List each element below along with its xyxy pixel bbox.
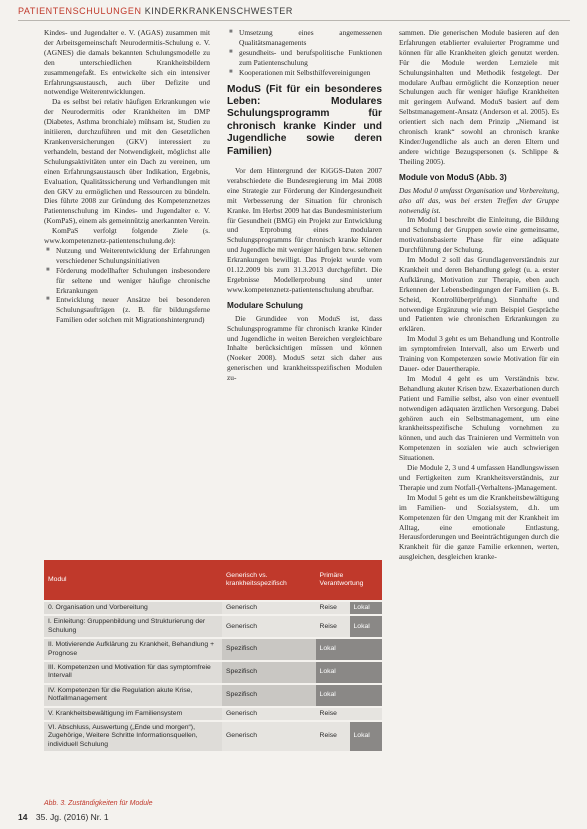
table-cell: Generisch xyxy=(222,707,316,721)
paragraph: Vor dem Hintergrund der KiGGS-Daten 2007 verabschiedete die Bundesregierung im Mai 2008 eine Strategie zur Förderung der Kindergesundheit mit Verbesserung der Situation für chronisch Kranke. Im Herbst 2009 hat das Bundesministerium für Gesundheit (BMG) ein Projekt zur Entwicklung und Erprobung eines modularen Schulungsprogramms für chronisch kranke Kinder und Jugendliche mit weniger häufigen bzw. seltenen Erkrankungen bewilligt. Das Projekt wurde vom 01.12.2009 bis zum 31.3.2013 durchgeführt. Die Ergebnisse Modellerprobung sind unter www.kompetenznetz-patientenschulung abrufbar. xyxy=(227,165,382,294)
text-column-3 xyxy=(399,28,559,562)
table-cell: Generisch xyxy=(222,601,316,615)
table-cell: Lokal xyxy=(316,684,382,707)
table-row xyxy=(44,601,382,615)
table-row xyxy=(44,638,382,661)
list-item: ■ Umsetzung eines angemessenen Qualitätsmanagements xyxy=(239,28,382,48)
table-header: Primäre Verantwortung xyxy=(316,560,382,601)
page-footer xyxy=(18,812,109,822)
subheading: Module von ModuS (Abb. 3) xyxy=(399,172,507,182)
table-cell: Lokal xyxy=(316,638,382,661)
table-cell: Reise xyxy=(316,615,350,638)
paragraph: Im Modul 5 geht es um die Krankheitsbewältigung im Familien- und Sozialsystem, d.h. um Kompetenzen für den Umgang mit der Krankheit im Alltag, eine emotionale Entlastung, Herausforderungen und Beeinträchtigungen durch die Krankheit für die ganze Familie erkennen, werten, ausgleichen, desgleichen kranke- xyxy=(399,492,559,562)
table-cell: Lokal xyxy=(350,615,382,638)
paragraph: Im Modul 2 soll das Grundlagenverständnis zur Krankheit und deren Behandlung gelegt (u. a. erster Aufklärung, Motivation zur Therapie, eben auch Erkennen der Lebensbedingungen der Familien (s. B. Scheid, Kontrollüberprüfung). Sinnhafte und notwendige Ergänzung wie zum Beispiel Gespräche und Patienten wie chronischen Erkrankungen zu erklären. xyxy=(399,255,559,334)
table-row xyxy=(44,615,382,638)
text-column-2 xyxy=(227,28,382,383)
list-item: ■ Förderung modellhafter Schulungen insbesondere für seltene und weniger häufige chronische Erkrankungen xyxy=(56,266,210,296)
table-cell: Spezifisch xyxy=(222,661,316,684)
paragraph: sammen. Die generischen Module basieren auf den Erfahrungen etablierter evaluierter Programme und können für alle Krankheiten gleich genutzt werden. Für die Module werden Lernziele mit Schulungsinhalten und Methodik festgelegt. Der modulare Aufbau ermöglicht die Konzeption neuer Schulungen auch für weniger häufige Krankheiten mit geringem Aufwand. ModuS basiert auf dem Selbstmanagement-Ansatz (Anderson et al. 2005). Es orientiert sich nach dem Prinzip „Niemand ist chronisch krank“ sowohl an chronisch kranke Kinder/Jugendliche als auch an deren Eltern und andere wichtige Bezugspersonen (s. Schlippe & Theiling 2005). xyxy=(399,28,559,166)
table-row xyxy=(44,721,382,752)
journal-name: KINDERKRANKENSCHWESTER xyxy=(144,6,293,16)
paragraph: Im Modul I beschreibt die Einleitung, die Bildung und Schulung der Gruppen sowie eine gemeinsame, motivationsbasierte Phase für eine adäquate Durchführung der Schulung. xyxy=(399,215,559,255)
modules-table xyxy=(44,560,382,753)
list-item: ■ Kooperationen mit Selbsthilfevereinigungen xyxy=(239,68,382,78)
table-cell: Lokal xyxy=(316,661,382,684)
table-cell: Reise xyxy=(316,721,350,752)
table-cell: II. Motivierende Aufklärung zu Krankheit, Behandlung + Prognose xyxy=(44,638,222,661)
table-cell: Generisch xyxy=(222,615,316,638)
table-cell: IV. Kompetenzen für die Regulation akute Krise, Notfallmanagement xyxy=(44,684,222,707)
table-cell: 0. Organisation und Vorbereitung xyxy=(44,601,222,615)
table-cell: Spezifisch xyxy=(222,638,316,661)
table-header: Generisch vs. krankheitsspezifisch xyxy=(222,560,316,601)
table-cell: Reise xyxy=(316,601,350,615)
table-cell: III. Kompetenzen und Motivation für das symptomfreie Intervall xyxy=(44,661,222,684)
paragraph: KomPaS verfolgt folgende Ziele (s. www.kompetenznetz-patientenschulung.de): xyxy=(44,226,210,246)
table-cell: VI. Abschluss, Auswertung („Ende und morgen“), Zugehörige, Weitere Schritte Informationsquellen, individuell Schulung xyxy=(44,721,222,752)
subheading: Modulare Schulung xyxy=(227,300,303,310)
paragraph: Kindes- und Jugendalter e. V. (AGAS) zusammen mit der Arbeitsgemeinschaft Neurodermitis-Schulung e. V. (AGNES) die damals bekannten Schulungsmodelle zu den unterschiedlichen Krankheitsbildern zusammengefaßt. Es entwickelte sich ein intensiver Erfahrungsaustausch, auch über Defizite und notwendige Weiterentwicklungen. xyxy=(44,28,210,97)
text-column-1 xyxy=(44,28,210,325)
paragraph: Da es selbst bei relativ häufigen Erkrankungen wie der Neurodermitis oder Krankheiten im DMP (Diabetes, Asthma bronchiale) mühsam ist, Studien zu initiieren, durchzuführen und mit den Gesetzlichen Krankenversicherungen (GKV) interessiert zu verhandeln, bestand der Notwendigkeit, möglichst alle Schulungsaktivitäten unter ein Dach zu vereinen, um einen Erfahrungsaustausch über Indikation, Ergebnis, Evaluation, Qualitätssicherung und Verhandlungen mit den GKV zu ermöglichen und Ressourcen zu bündeln. Dies führte 2008 zur Gründung des Kompetenznetzes Patientenschulung im Kindes- und Jugendalter e. V. (KomPaS), einem als gemeinnützig anerkannten Verein. xyxy=(44,97,210,226)
page-number: 14 xyxy=(18,812,28,822)
table-cell: Lokal xyxy=(350,721,382,752)
list-item: ■ Nutzung und Weiterentwicklung der Erfahrungen verschiedener Schulungsinitiativen xyxy=(56,246,210,266)
table-cell: Reise xyxy=(316,707,382,721)
table-header: Modul xyxy=(44,560,222,601)
paragraph: Im Modul 3 geht es um Behandlung und Kontrolle im symptomfreien Intervall, also um Erwerb und Training von Kompetenzen sowie Motivation für ein Dauer- oder Dauertherapie. xyxy=(399,334,559,373)
paragraph: Die Grundidee von ModuS ist, dass Schulungsprogramme für chronisch kranke Kinder und Jugendliche in weiten Bereichen vergleichbare Inhalte berücksichtigen müssen und können (Noeker 2008). ModuS setzt sich daher aus generischen und krankheitsspezifischen Modulen zu- xyxy=(227,313,382,383)
paragraph: Das Modul 0 umfasst Organisation und Vorbereitung, also all das, was bei ersten Treffen der Gruppe notwendig ist. xyxy=(399,185,559,215)
goals-list-cont xyxy=(227,28,382,78)
table-cell: I. Einleitung: Gruppenbildung und Strukturierung der Schulung xyxy=(44,615,222,638)
list-item: ■ Entwicklung neuer Ansätze bei besonderen Schulungsaufträgen (z. B. für bildungsferne Familien oder solchen mit Migrationshintergrund) xyxy=(56,295,210,325)
table-cell: Lokal xyxy=(350,601,382,615)
issue-info: 35. Jg. (2016) Nr. 1 xyxy=(35,812,109,822)
table-cell: Generisch xyxy=(222,721,316,752)
running-header xyxy=(18,6,570,21)
table-row xyxy=(44,707,382,721)
paragraph: Die Module 2, 3 und 4 umfassen Handlungswissen und Fertigkeiten zum Krankheitsverständnis, zur Therapie und zum Notfall-(Verhaltens-)Management. xyxy=(399,463,559,492)
table-cell: Spezifisch xyxy=(222,684,316,707)
table-cell: V. Krankheitsbewältigung im Familiensystem xyxy=(44,707,222,721)
section-heading: ModuS (Fit für ein besonderes Leben: Modulares Schulungsprogramm für chronisch kranke Kinder und Jugendliche sowie deren Familien) xyxy=(227,83,382,157)
section-label: PATIENTENSCHULUNGEN xyxy=(18,6,142,16)
paragraph: Im Modul 4 geht es um Verständnis bzw. Behandlung akuter Krisen bzw. Exazerbationen durch Patient und Familie selbst, also von einer eventuell notwendigen adäquaten ärztlichen Versorgung. Dabei gehören auch ein Selbstmanagement, um eine krankheitsspezifische Schulung vornehmen zu können, und auch das Trainieren und Vermitteln von Kompetenzen in sozialen wie auch schwierigen Situationen. xyxy=(399,373,559,463)
table-row xyxy=(44,684,382,707)
goals-list xyxy=(44,246,210,325)
list-item: ■ gesundheits- und berufspolitische Funktionen zum Patientenschulung xyxy=(239,48,382,68)
figure-caption: Abb. 3. Zuständigkeiten für Module xyxy=(44,800,153,807)
table-row xyxy=(44,661,382,684)
